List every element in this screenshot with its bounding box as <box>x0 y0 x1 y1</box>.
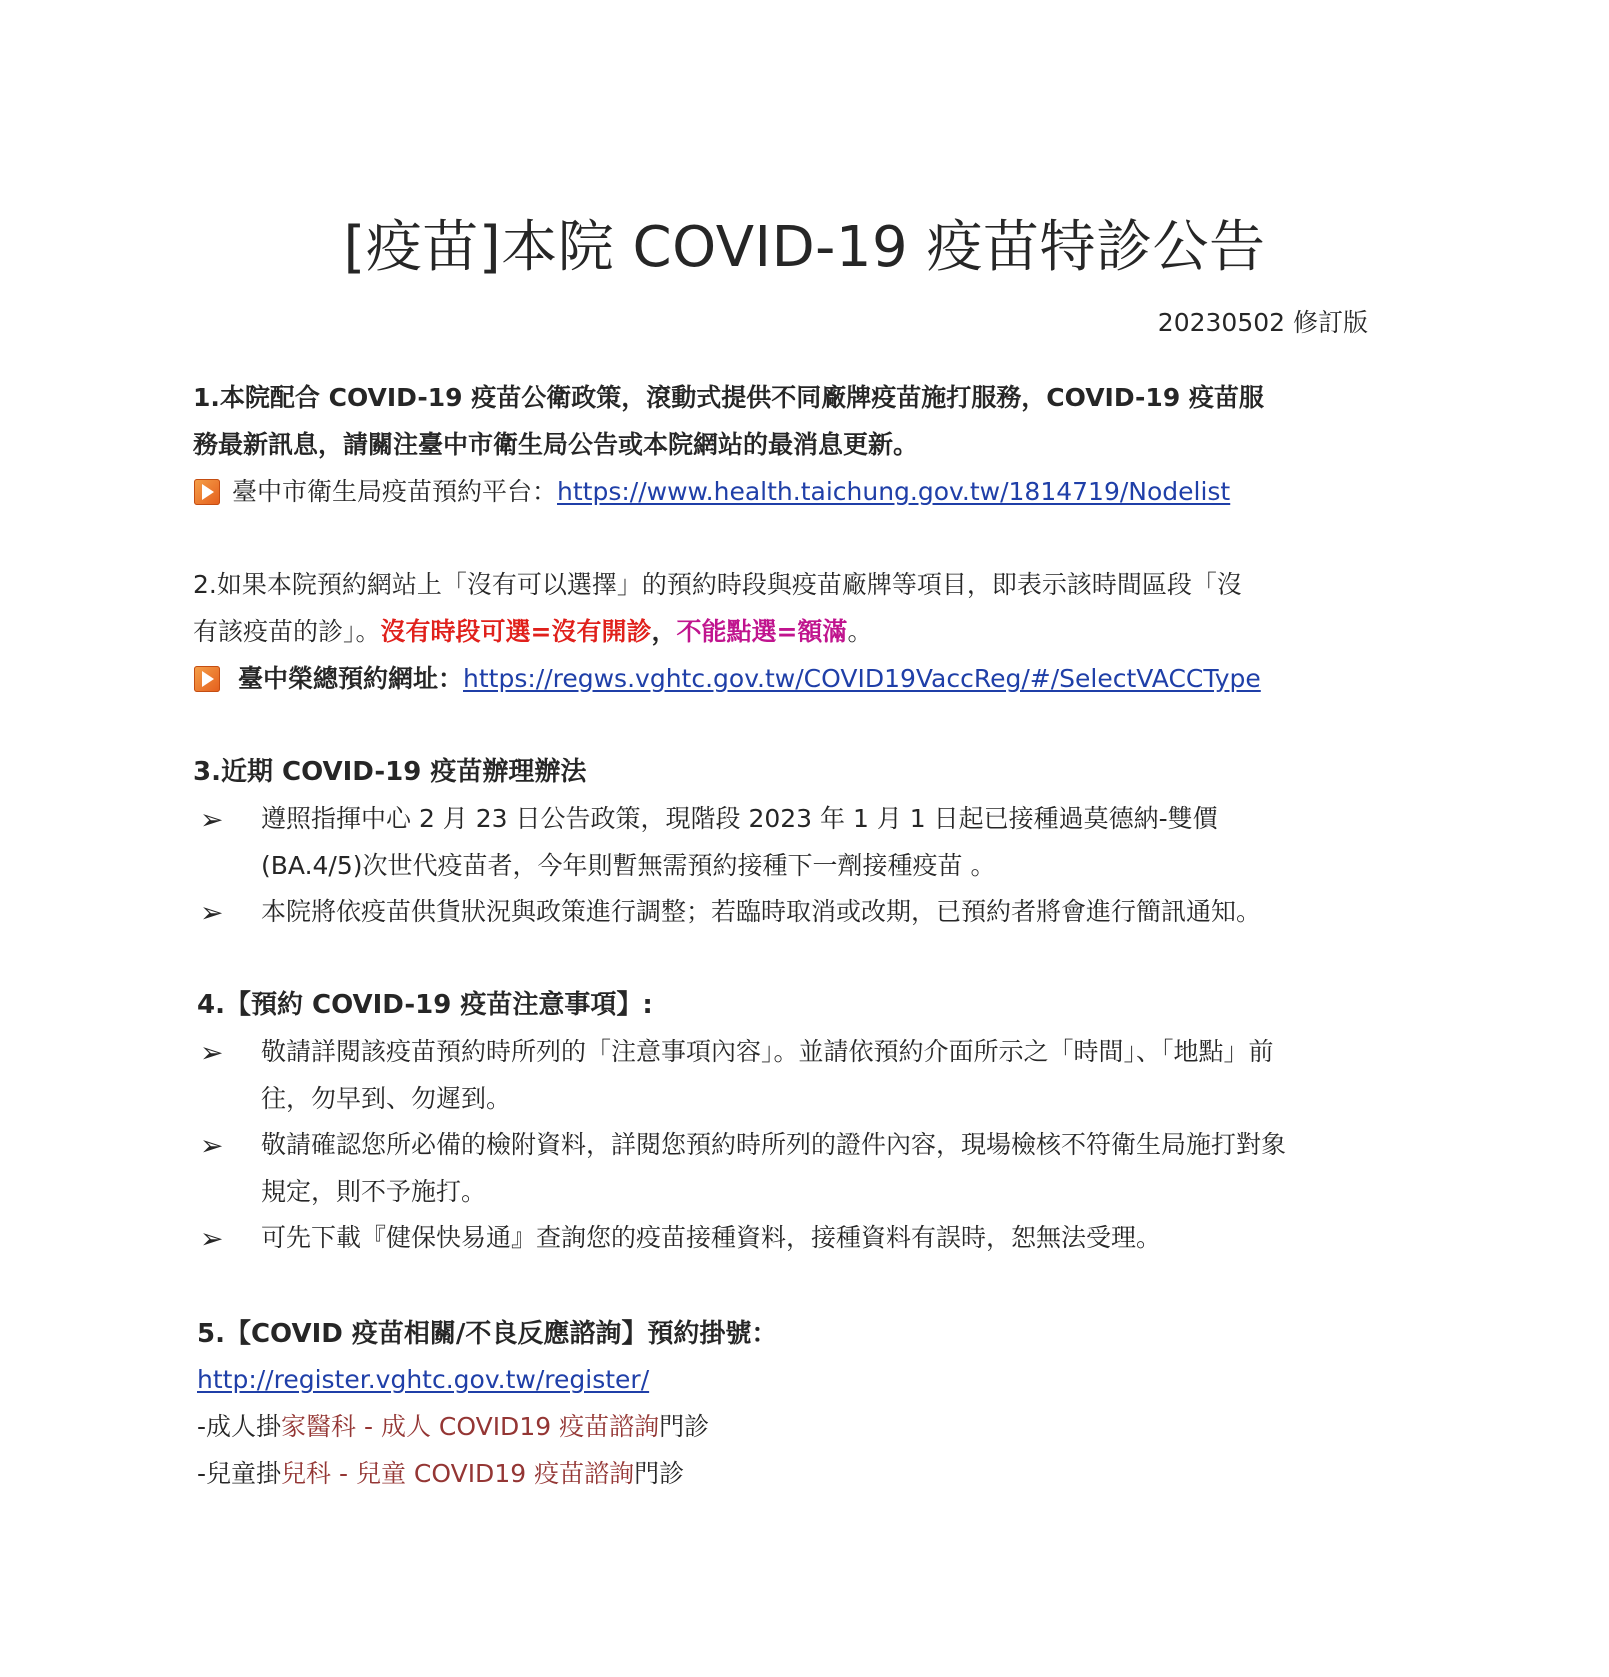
health-bureau-link[interactable]: https://www.health.taichung.gov.tw/1814719/Nodelist <box>557 477 1231 506</box>
vghtc-booking-link[interactable]: https://regws.vghtc.gov.tw/COVID19VaccReg/#/SelectVACCType <box>463 664 1261 693</box>
orange-play-icon <box>194 479 220 505</box>
section1-line2: 務最新訊息，請關注臺中市衛生局公告或本院網站的最消息更新。 <box>193 430 919 459</box>
section4-bullet1-line1: 敬請詳閱該疫苗預約時所列的「注意事項內容」。並請依預約介面所示之「時間」、「地點」前 <box>261 1037 1274 1066</box>
child-clinic-name: 兒科 - 兒童 COVID19 疫苗諮詢 <box>281 1459 635 1488</box>
section2-line2-end: 。 <box>847 617 873 646</box>
adult-suffix: 門診 <box>659 1412 710 1441</box>
section4-bullet3: 可先下載『健保快易通』查詢您的疫苗接種資料，接種資料有誤時，恕無法受理。 <box>261 1223 1162 1252</box>
arrowhead-bullet-icon: ➢ <box>200 1129 224 1162</box>
section4-heading: 4.【預約 COVID-19 疫苗注意事項】: <box>197 990 653 1020</box>
section1-line1: 1.本院配合 COVID-19 疫苗公衛政策，滾動式提供不同廠牌疫苗施打服務，COVID-19 疫苗服 <box>193 383 1264 412</box>
section2-line2-prefix: 有該疫苗的診」。 <box>193 617 381 646</box>
no-slot-notice: 沒有時段可選=沒有開診 <box>380 617 652 646</box>
section1-link-label: 臺中市衛生局疫苗預約平台： <box>232 477 558 506</box>
arrowhead-bullet-icon: ➢ <box>200 1036 224 1069</box>
adult-clinic-line <box>197 1410 709 1444</box>
section3-bullet2: 本院將依疫苗供貨狀況與政策進行調整；若臨時取消或改期，已預約者將會進行簡訊通知。 <box>261 897 1262 926</box>
section3-bullet1-line2: (BA.4/5)次世代疫苗者，今年則暫無需預約接種下一劑接種疫苗 。 <box>261 851 996 880</box>
section5-heading: 5.【COVID 疫苗相關/不良反應諮詢】預約掛號： <box>197 1319 778 1349</box>
arrowhead-bullet-icon: ➢ <box>200 896 224 929</box>
section2-comma: ， <box>651 617 677 646</box>
section3-bullet1-line1: 遵照指揮中心 2 月 23 日公告政策，現階段 2023 年 1 月 1 日起已接種過莫德納-雙價 <box>261 804 1218 833</box>
section2-line1: 2.如果本院預約網站上「沒有可以選擇」的預約時段與疫苗廠牌等項目，即表示該時間區段「沒 <box>193 570 1242 599</box>
section3-heading: 3.近期 COVID-19 疫苗辦理辦法 <box>193 757 587 787</box>
section4-bullet2-line1: 敬請確認您所必備的檢附資料，詳閱您預約時所列的證件內容，現場檢核不符衛生局施打對象 <box>261 1130 1287 1159</box>
child-prefix: -兒童掛 <box>197 1459 282 1488</box>
child-clinic-line <box>197 1457 684 1491</box>
section2-link-row <box>238 662 1261 696</box>
section1-link-row <box>232 475 1230 509</box>
page-title: [疫苗]本院 COVID-19 疫苗特診公告 <box>343 215 1266 280</box>
full-notice: 不能點選=額滿 <box>676 617 848 646</box>
revision-label: 20230502 修訂版 <box>1157 308 1368 337</box>
register-link[interactable]: http://register.vghtc.gov.tw/register/ <box>197 1365 650 1394</box>
orange-play-icon <box>194 666 220 692</box>
section4-bullet1-line2: 往，勿早到、勿遲到。 <box>261 1084 512 1113</box>
section2-line2 <box>193 615 872 649</box>
adult-prefix: -成人掛 <box>197 1412 282 1441</box>
child-suffix: 門診 <box>634 1459 685 1488</box>
arrowhead-bullet-icon: ➢ <box>200 1222 224 1255</box>
section2-link-label: 臺中榮總預約網址： <box>238 664 464 693</box>
adult-clinic-name: 家醫科 - 成人 COVID19 疫苗諮詢 <box>281 1412 660 1441</box>
section5-link-row <box>197 1363 649 1397</box>
section4-bullet2-line2: 規定，則不予施打。 <box>261 1177 487 1206</box>
arrowhead-bullet-icon: ➢ <box>200 803 224 836</box>
